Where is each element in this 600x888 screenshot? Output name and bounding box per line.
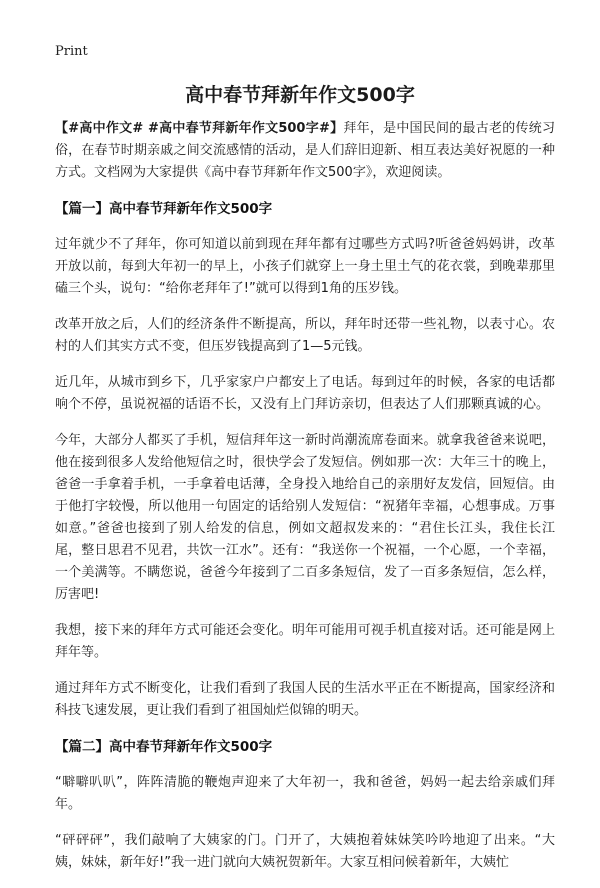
intro-paragraph: [55, 118, 555, 184]
paragraph: “砰砰砰”，我们敲响了大姨家的门。门开了，大姨抱着妹妹笑吟吟地迎了出来。“大姨，妹妹，新年好!”我一进门就向大姨祝贺新年。大家互相问候着新年，大姨忙: [55, 833, 555, 870]
paragraph: 通过拜年方式不断变化，让我们看到了我国人民的生活水平正在不断提高，国家经济和科技飞速发展，更让我们看到了祖国灿烂似锦的明天。: [55, 681, 555, 718]
paragraph: 改革开放之后，人们的经济条件不断提高，所以，拜年时还带一些礼物，以表寸心。农村的人们其实方式不变，但压岁钱提高到了1—5元钱。: [55, 317, 555, 354]
paragraph: 今年，大部分人都买了手机，短信拜年这一新时尚潮流席卷面来。就拿我爸爸来说吧，他在接到很多人发给他短信之时，很快学会了发短信。例如那一次：大年三十的晚上，爸爸一手拿着手机，一手拿着电话薄，全身投入地给自己的亲朋好友发信，回短信。由于他打字较慢，所以他用一句固定的话给别人发短信：“祝猪年幸福，心想事成。万事如意。”爸爸也接到了别人给发的信息，例如文超叔发来的：“君住长江头，我住长江尾，整日思君不见君，共饮一江水”。还有：“我送你一个祝福，一个心愿，一个幸福，一个美满等。不瞒您说，爸爸今年接到了二百多条短信，发了一百多条短信，怎么样，厉害吧!: [55, 433, 555, 602]
section-heading-2: 【篇二】高中春节拜新年作文500字: [55, 739, 273, 755]
paragraph: 过年就少不了拜年，你可知道以前到现在拜年都有过哪些方式吗?听爸爸妈妈讲，改革开放以前，每到大年初一的早上，小孩子们就穿上一身土里土气的花衣裳，到晚辈那里磕三个头，说句：“给你老拜年了!”就可以得到1角的压岁钱。: [55, 237, 555, 296]
section-heading-1: 【篇一】高中春节拜新年作文500字: [55, 201, 273, 217]
article-body: [55, 118, 555, 888]
intro-text: 拜年，是中国民间的最古老的传统习俗，在春节时期亲戚之间交流感情的活动，是人们辞旧迎新、相互表达美好祝愿的一种方式。文档网为大家提供《高中春节拜新年作文500字》，欢迎阅读。: [55, 121, 555, 180]
page-title: 高中春节拜新年作文500字: [185, 84, 415, 106]
paragraph: 近几年，从城市到乡下，几乎家家户户都安上了电话。每到过年的时候，各家的电话都响个不停，虽说祝福的话语不长，又没有上门拜访亲切，但表达了人们那颗真诚的心。: [55, 375, 555, 412]
print-link[interactable]: Print: [55, 44, 88, 59]
paragraph: 我想，接下来的拜年方式可能还会变化。明年可能用可视手机直接对话。还可能是网上拜年等。: [55, 623, 555, 660]
paragraph: “噼噼叭叭”，阵阵清脆的鞭炮声迎来了大年初一，我和爸爸，妈妈一起去给亲戚们拜年。: [55, 775, 555, 812]
intro-tag: 【#高中作文# #高中春节拜新年作文500字#】: [55, 121, 344, 136]
